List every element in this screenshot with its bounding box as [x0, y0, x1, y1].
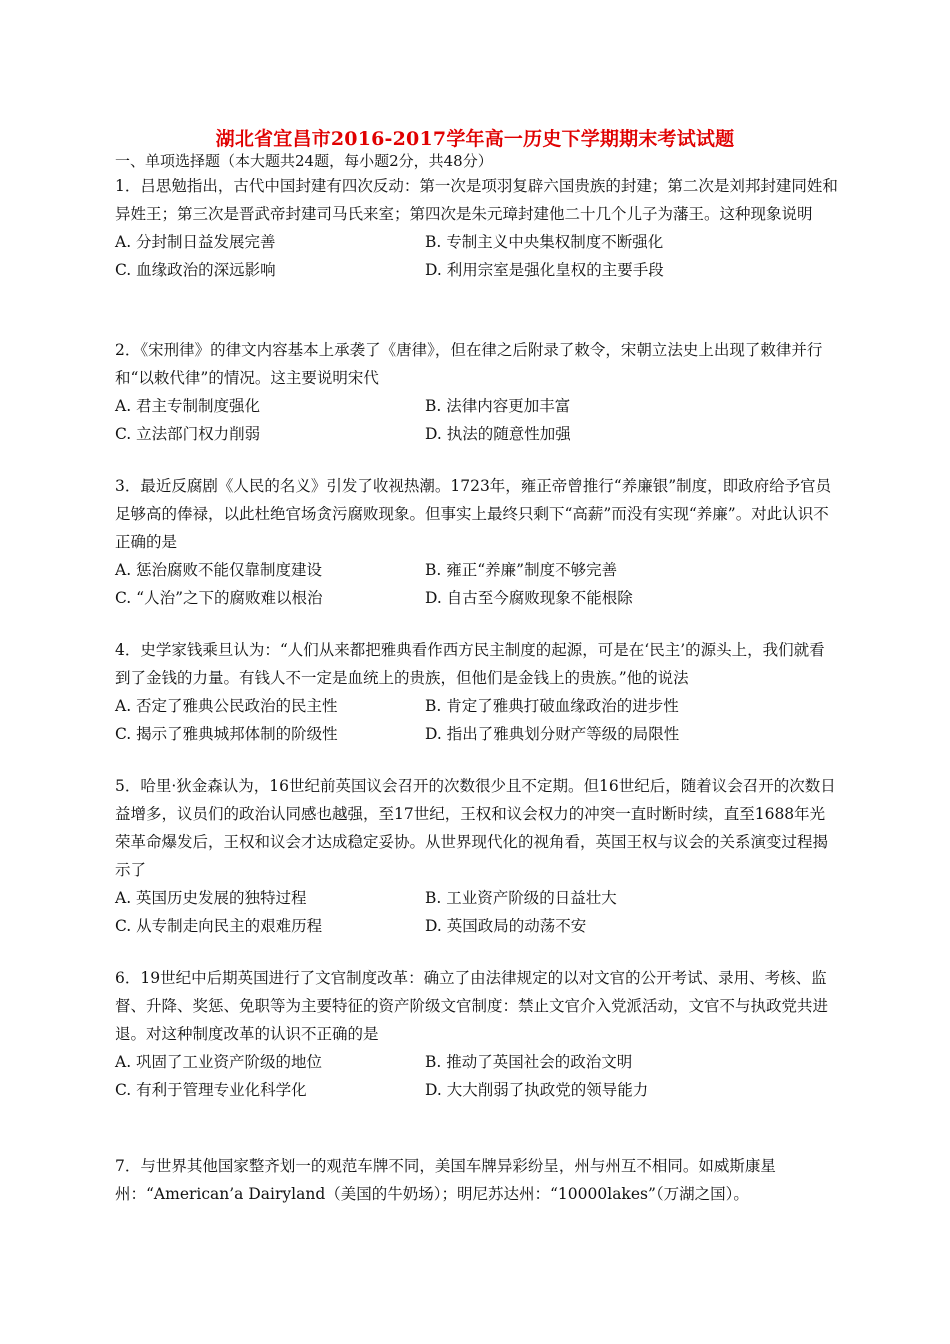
- option-d: D. 大大削弱了执政党的领导能力: [425, 1081, 649, 1099]
- option-a: A. 英国历史发展的独特过程: [115, 889, 307, 907]
- option-c: C. 有利于管理专业化科学化: [115, 1081, 307, 1099]
- option-b: B. 肯定了雅典打破血缘政治的进步性: [425, 697, 679, 715]
- option-d: D. 执法的随意性加强: [425, 425, 571, 443]
- option-b: B. 推动了英国社会的政治文明: [425, 1053, 633, 1071]
- option-a: A. 分封制日益发展完善: [115, 233, 276, 251]
- question-stem: 6．19世纪中后期英国进行了文官制度改革：确立了由法律规定的以对文官的公开考试、录用、考核、监督、升降、奖惩、免职等为主要特征的资产阶级文官制度：禁止文官介入党派活动，文官不与执政党共进退。对这种制度改革的认识不正确的是: [115, 969, 829, 1043]
- document-title: 湖北省宜昌市2016-2017学年高一历史下学期期末考试试题: [215, 128, 735, 150]
- question-stem: 5．哈里·狄金森认为，16世纪前英国议会召开的次数很少且不定期。但16世纪后，随着议会召开的次数日益增多，议员们的政治认同感也越强，至17世纪，王权和议会权力的冲突一直时断时续，直至1688年光荣革命爆发后，王权和议会才达成稳定妥协。从世界现代化的视角看，英国王权与议会的关系演变过程揭示了: [115, 777, 836, 879]
- option-c: C. 揭示了雅典城邦体制的阶级性: [115, 725, 338, 743]
- question-1: [115, 172, 840, 284]
- question-stem: 4．史学家钱乘旦认为：“人们从来都把雅典看作西方民主制度的起源，可是在‘民主’的源头上，我们就看到了金钱的力量。有钱人不一定是血统上的贵族，但他们是金钱上的贵族。”他的说法: [115, 641, 825, 687]
- option-d: D. 利用宗室是强化皇权的主要手段: [425, 261, 664, 279]
- option-c: C. 立法部门权力削弱: [115, 425, 261, 443]
- question-stem: 2．《宋刑律》的律文内容基本上承袭了《唐律》，但在律之后附录了敕令，宋朝立法史上出现了敕律并行和“以敕代律”的情况。这主要说明宋代: [115, 341, 823, 387]
- option-b: B. 法律内容更加丰富: [425, 397, 571, 415]
- section-heading: 一、单项选择题（本大题共24题，每小题2分，共48分）: [115, 152, 493, 170]
- question-stem: 7．与世界其他国家整齐划一的观范车牌不同，美国车牌异彩纷呈，州与州互不相同。如威斯康星州：“American’a Dairyland（美国的牛奶场）；明尼苏达州：“10000lakes”（万湖之国）。: [115, 1157, 776, 1203]
- option-c: C. 血缘政治的深远影响: [115, 261, 276, 279]
- question-6: [115, 964, 840, 1104]
- option-c: C. “人治”之下的腐败难以根治: [115, 589, 323, 607]
- question-7: [115, 1152, 840, 1208]
- option-a: A. 君主专制制度强化: [115, 397, 261, 415]
- option-a: A. 巩固了工业资产阶级的地位: [115, 1053, 323, 1071]
- question-3: [115, 472, 840, 612]
- option-a: A. 惩治腐败不能仅靠制度建设: [115, 561, 323, 579]
- option-c: C. 从专制走向民主的艰难历程: [115, 917, 323, 935]
- question-stem: 3．最近反腐剧《人民的名义》引发了收视热潮。1723年，雍正帝曾推行“养廉银”制度，即政府给予官员足够高的俸禄，以此杜绝官场贪污腐败现象。但事实上最终只剩下“高薪”而没有实现“养廉”。对此认识不正确的是: [115, 477, 832, 551]
- option-d: D. 英国政局的动荡不安: [425, 917, 587, 935]
- option-d: D. 指出了雅典划分财产等级的局限性: [425, 725, 680, 743]
- option-b: B. 专制主义中央集权制度不断强化: [425, 233, 664, 251]
- option-b: B. 雍正“养廉”制度不够完善: [425, 561, 618, 579]
- question-2: [115, 336, 840, 448]
- question-5: [115, 772, 840, 940]
- question-4: [115, 636, 840, 748]
- question-stem: 1．吕思勉指出，古代中国封建有四次反动：第一次是项羽复辟六国贵族的封建；第二次是刘邦封建同姓和异姓王；第三次是晋武帝封建司马氏来室；第四次是朱元璋封建他二十几个儿子为藩王。这种现象说明: [115, 177, 838, 223]
- option-b: B. 工业资产阶级的日益壮大: [425, 889, 617, 907]
- option-a: A. 否定了雅典公民政治的民主性: [115, 697, 338, 715]
- option-d: D. 自古至今腐败现象不能根除: [425, 589, 633, 607]
